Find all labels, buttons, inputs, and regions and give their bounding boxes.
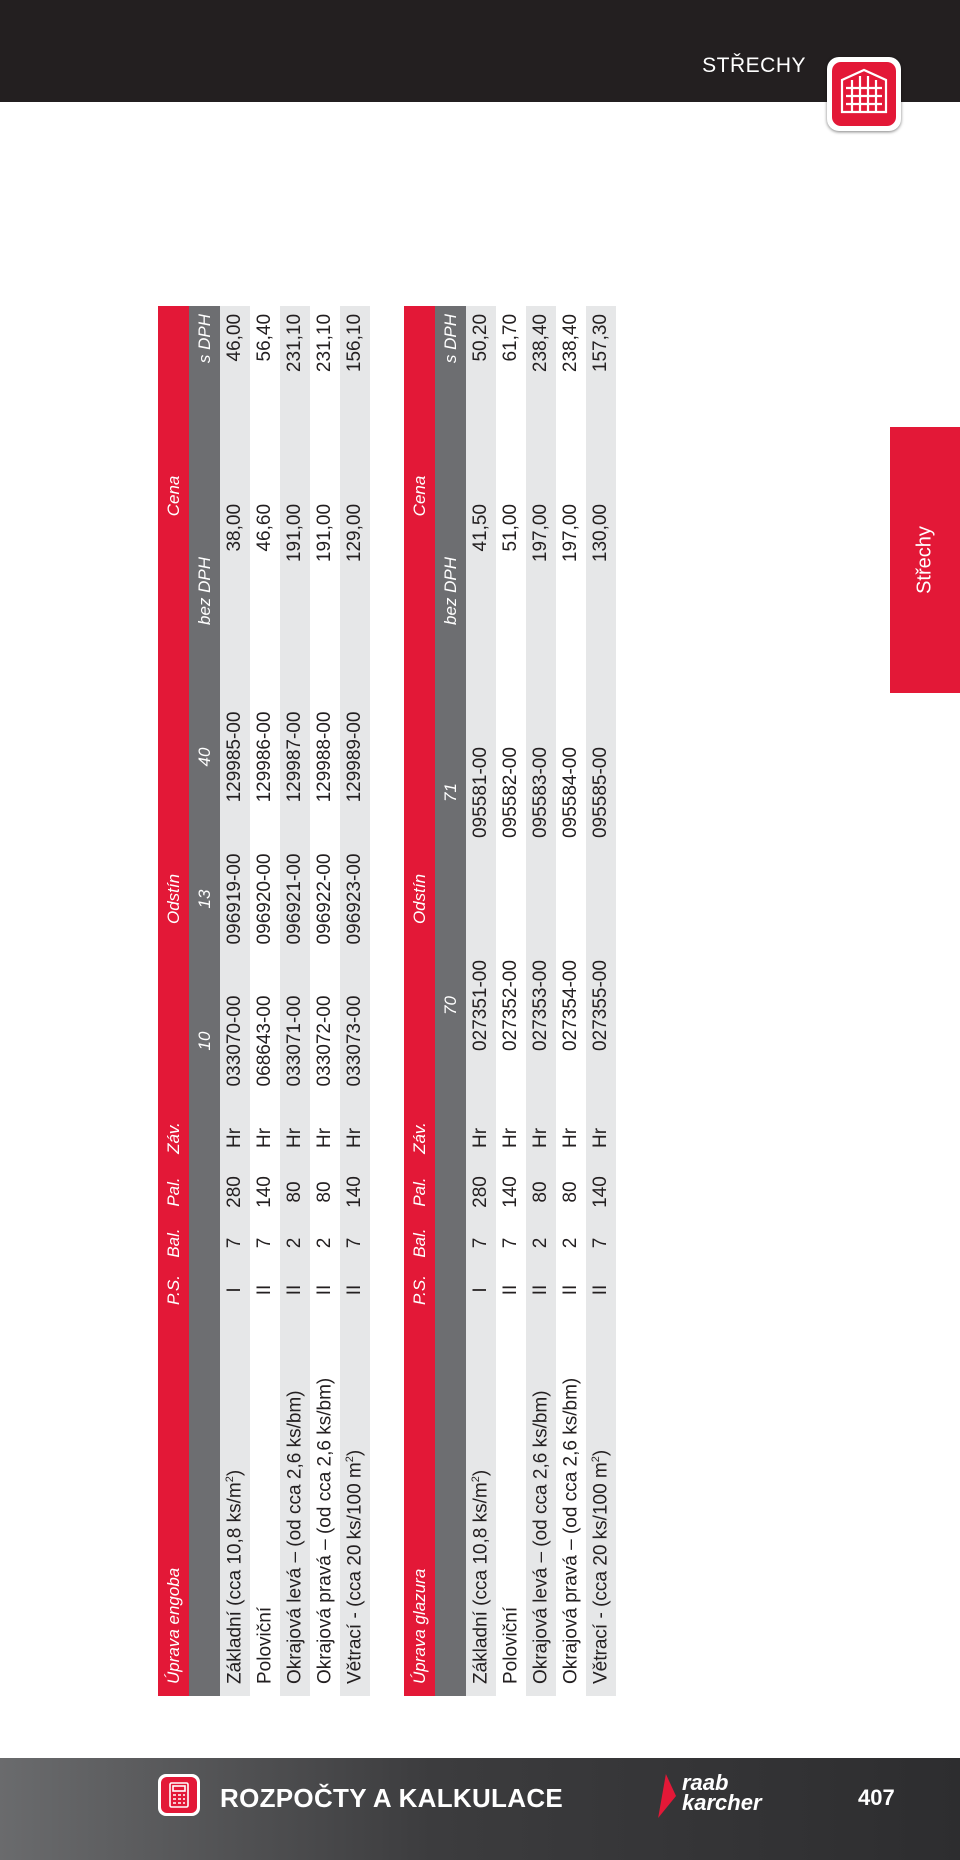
cell-price-without-vat: 130,00 (586, 496, 616, 686)
col-zav: Záv. (158, 1112, 189, 1164)
col-bal: Bal. (404, 1220, 435, 1266)
cell-price-with-vat: 56,40 (250, 306, 280, 496)
table-row (496, 306, 526, 1696)
section-title: STŘECHY (702, 54, 806, 77)
col-bal: Bal. (158, 1220, 189, 1266)
brand-name-line2: karcher (682, 1790, 762, 1815)
cell-bal: 2 (280, 1220, 310, 1266)
cell-bal: 7 (220, 1220, 250, 1266)
table-row (586, 306, 616, 1696)
cell-zav: Hr (280, 1112, 310, 1164)
cell-price-without-vat: 191,00 (310, 496, 340, 686)
price-table-glazura (404, 306, 616, 1696)
cell-code: 033073-00 (340, 970, 370, 1112)
cell-price-with-vat: 231,10 (280, 306, 310, 496)
cell-code: 129988-00 (310, 686, 340, 828)
cell-zav: Hr (526, 1112, 556, 1164)
cell-bal: 2 (556, 1220, 586, 1266)
cell-pal: 280 (466, 1164, 496, 1220)
cell-zav: Hr (220, 1112, 250, 1164)
cell-code: 129985-00 (220, 686, 250, 828)
cell-pal: 80 (556, 1164, 586, 1220)
col-group-price: Cena (404, 306, 435, 686)
cell-price-with-vat: 238,40 (526, 306, 556, 496)
cell-code: 027351-00 (466, 899, 496, 1112)
cell-pal: 80 (280, 1164, 310, 1220)
cell-bal: 2 (310, 1220, 340, 1266)
cell-pal: 80 (310, 1164, 340, 1220)
cell-zav: Hr (586, 1112, 616, 1164)
cell-price-with-vat: 50,20 (466, 306, 496, 496)
product-name: Základní (cca 10,8 $ks/m^2$) (220, 1314, 250, 1696)
cell-code: 096920-00 (250, 828, 280, 970)
top-header-bar (0, 0, 960, 102)
cell-price-with-vat: 231,10 (310, 306, 340, 496)
cell-code: 096923-00 (340, 828, 370, 970)
cell-pal: 80 (526, 1164, 556, 1220)
cell-price-without-vat: 38,00 (220, 496, 250, 686)
cell-ps: II (340, 1266, 370, 1314)
cell-bal: 7 (340, 1220, 370, 1266)
cell-zav: Hr (556, 1112, 586, 1164)
shade-code: 40 (189, 686, 220, 828)
cell-code: 068643-00 (250, 970, 280, 1112)
cell-price-without-vat: 191,00 (280, 496, 310, 686)
table-subheader-row (435, 306, 466, 1696)
price-with-vat-header: s DPH (435, 306, 466, 496)
cell-ps: II (310, 1266, 340, 1314)
side-tab-label: Střechy (913, 526, 936, 594)
table-row (466, 306, 496, 1696)
cell-pal: 140 (340, 1164, 370, 1220)
cell-price-without-vat: 197,00 (526, 496, 556, 686)
cell-price-without-vat: 46,60 (250, 496, 280, 686)
cell-price-with-vat: 157,30 (586, 306, 616, 496)
cell-pal: 280 (220, 1164, 250, 1220)
cell-code: 033070-00 (220, 970, 250, 1112)
product-name: Základní (cca 10,8 $ks/m^2$) (466, 1314, 496, 1696)
shade-code: 10 (189, 970, 220, 1112)
cell-zav: Hr (310, 1112, 340, 1164)
footer-bar (0, 1758, 960, 1860)
calculator-icon (158, 1774, 200, 1816)
table-header-row (404, 306, 435, 1696)
cell-pal: 140 (250, 1164, 280, 1220)
roof-tiles-icon (827, 57, 901, 131)
cell-bal: 7 (496, 1220, 526, 1266)
table-row (526, 306, 556, 1696)
page-number: 407 (858, 1785, 895, 1810)
product-name: Větrací - (cca 20 ks/100 $m^2$) (340, 1314, 370, 1696)
cell-bal: 7 (466, 1220, 496, 1266)
side-section-tab[interactable] (890, 427, 960, 693)
cell-code: 095582-00 (496, 686, 526, 899)
cell-ps: II (250, 1266, 280, 1314)
cell-price-without-vat: 51,00 (496, 496, 526, 686)
raab-karcher-logo (662, 1770, 782, 1828)
cell-code: 027354-00 (556, 899, 586, 1112)
cell-zav: Hr (496, 1112, 526, 1164)
cell-ps: I (220, 1266, 250, 1314)
table-title: Úprava engoba (158, 1314, 189, 1696)
col-group-shade: Odstín (404, 686, 435, 1112)
cell-code: 027355-00 (586, 899, 616, 1112)
price-without-vat-header: bez DPH (189, 496, 220, 686)
col-ps: P.S. (404, 1266, 435, 1314)
table-row (250, 306, 280, 1696)
price-with-vat-header: s DPH (189, 306, 220, 496)
table-header-row (158, 306, 189, 1696)
shade-code: 13 (189, 828, 220, 970)
col-pal: Pal. (158, 1164, 189, 1220)
cell-ps: II (496, 1266, 526, 1314)
cell-code: 033072-00 (310, 970, 340, 1112)
cell-price-with-vat: 46,00 (220, 306, 250, 496)
cell-code: 096921-00 (280, 828, 310, 970)
col-ps: P.S. (158, 1266, 189, 1314)
cell-price-without-vat: 129,00 (340, 496, 370, 686)
table-row (310, 306, 340, 1696)
price-without-vat-header: bez DPH (435, 496, 466, 686)
footer-title: ROZPOČTY A KALKULACE (220, 1783, 564, 1813)
cell-price-with-vat: 61,70 (496, 306, 526, 496)
cell-code: 027352-00 (496, 899, 526, 1112)
table-subheader-row (189, 306, 220, 1696)
cell-bal: 7 (586, 1220, 616, 1266)
cell-code: 096922-00 (310, 828, 340, 970)
product-name: Okrajová pravá – (od cca 2,6 ks/bm) (556, 1314, 586, 1696)
product-name: Okrajová levá – (od cca 2,6 ks/bm) (526, 1314, 556, 1696)
table-row (220, 306, 250, 1696)
cell-bal: 7 (250, 1220, 280, 1266)
col-group-shade: Odstín (158, 686, 189, 1112)
product-name: Větrací - (cca 20 ks/100 $m^2$) (586, 1314, 616, 1696)
cell-code: 129986-00 (250, 686, 280, 828)
cell-zav: Hr (250, 1112, 280, 1164)
product-name: Poloviční (250, 1314, 280, 1696)
brand-name-line1: raab (682, 1770, 729, 1795)
cell-zav: Hr (340, 1112, 370, 1164)
cell-code: 033071-00 (280, 970, 310, 1112)
cell-code: 027353-00 (526, 899, 556, 1112)
cell-price-without-vat: 41,50 (466, 496, 496, 686)
table-row (340, 306, 370, 1696)
cell-ps: II (586, 1266, 616, 1314)
cell-ps: I (466, 1266, 496, 1314)
cell-price-without-vat: 197,00 (556, 496, 586, 686)
col-pal: Pal. (404, 1164, 435, 1220)
cell-ps: II (556, 1266, 586, 1314)
cell-code: 095585-00 (586, 686, 616, 899)
cell-code: 129987-00 (280, 686, 310, 828)
table-title: Úprava glazura (404, 1314, 435, 1696)
cell-code: 095584-00 (556, 686, 586, 899)
col-zav: Záv. (404, 1112, 435, 1164)
cell-code: 129989-00 (340, 686, 370, 828)
shade-code: 71 (435, 686, 466, 899)
price-table-engoba (158, 306, 370, 1696)
price-tables (158, 306, 618, 1696)
cell-price-with-vat: 238,40 (556, 306, 586, 496)
cell-code: 095581-00 (466, 686, 496, 899)
product-name: Okrajová levá – (od cca 2,6 ks/bm) (280, 1314, 310, 1696)
table-row (280, 306, 310, 1696)
product-name: Okrajová pravá – (od cca 2,6 ks/bm) (310, 1314, 340, 1696)
shade-code: 70 (435, 899, 466, 1112)
cell-zav: Hr (466, 1112, 496, 1164)
col-group-price: Cena (158, 306, 189, 686)
cell-code: 096919-00 (220, 828, 250, 970)
cell-price-with-vat: 156,10 (340, 306, 370, 496)
table-row (556, 306, 586, 1696)
cell-pal: 140 (586, 1164, 616, 1220)
cell-code: 095583-00 (526, 686, 556, 899)
cell-ps: II (280, 1266, 310, 1314)
cell-ps: II (526, 1266, 556, 1314)
cell-bal: 2 (526, 1220, 556, 1266)
product-name: Poloviční (496, 1314, 526, 1696)
cell-pal: 140 (496, 1164, 526, 1220)
